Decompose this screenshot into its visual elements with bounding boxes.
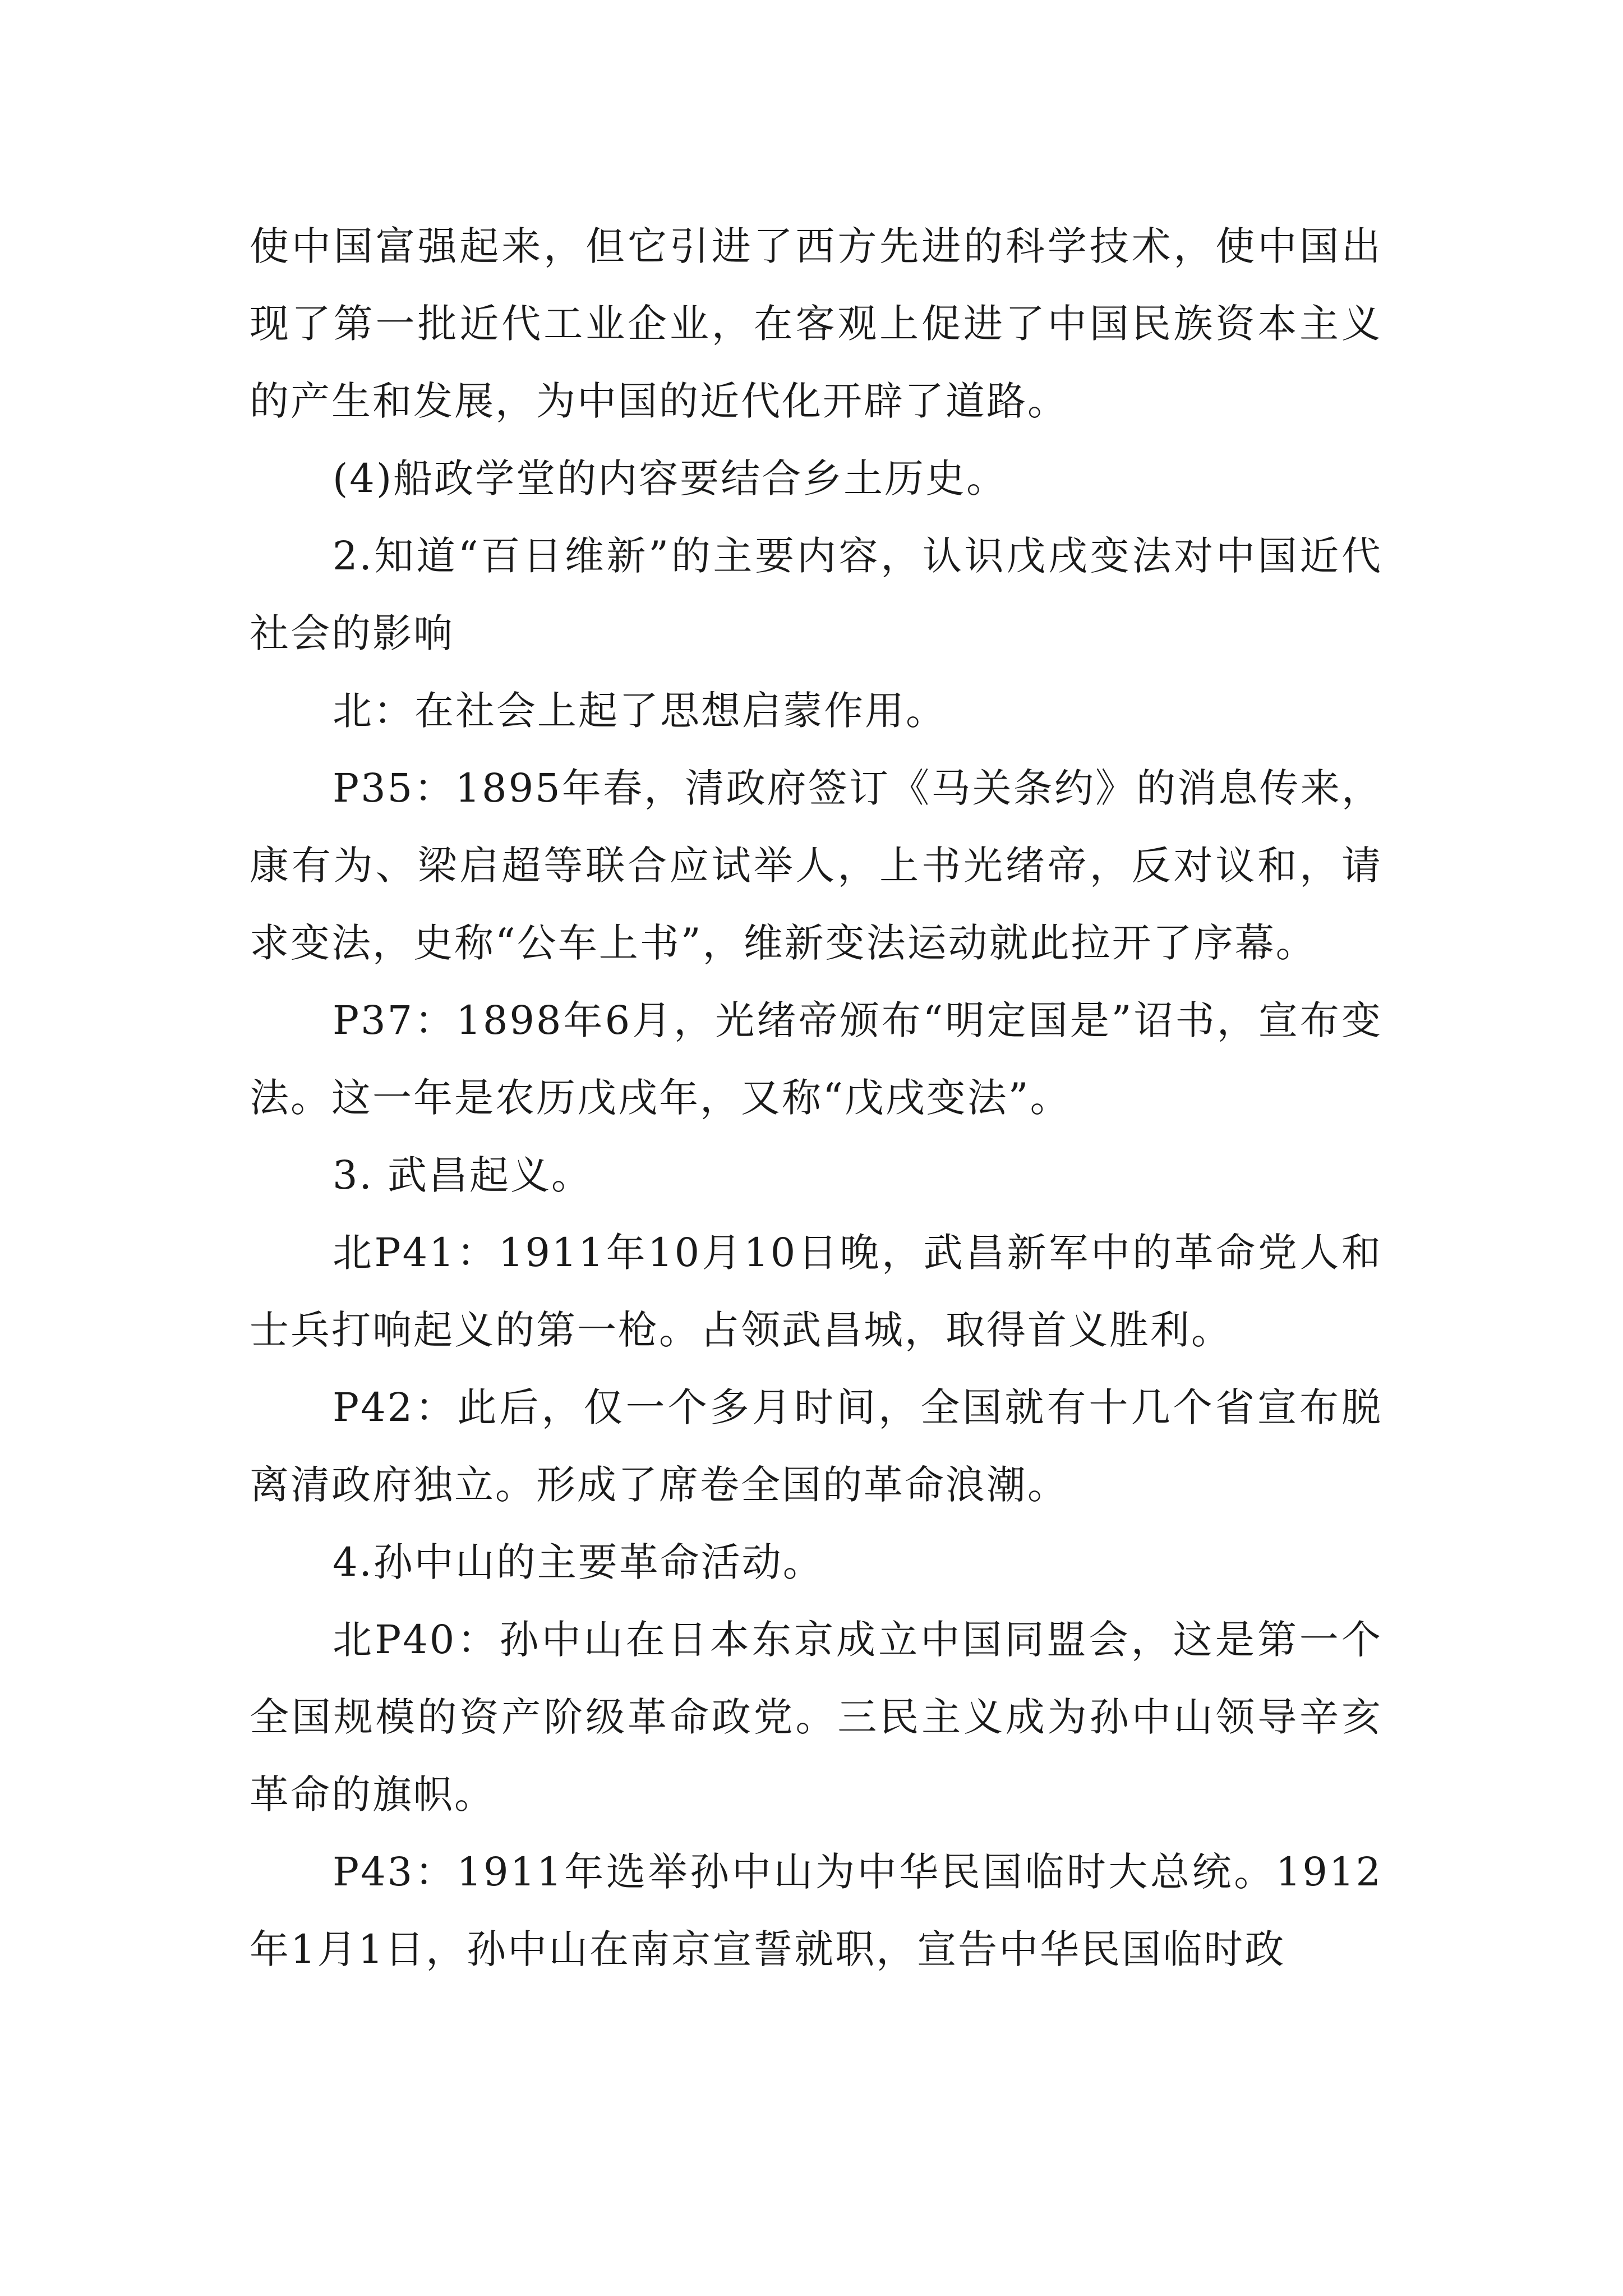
paragraph-12: P43：1911年选举孙中山为中华民国临时大总统。1912年1月1日，孙中山在南京宣誓就职，宣告中华民国临时政 <box>250 1849 1382 1972</box>
paragraph-9: P42：此后，仅一个多月时间，全国就有十几个省宣布脱离清政府独立。形成了席卷全国的革命浪潮。 <box>250 1384 1382 1508</box>
document-body <box>250 208 1382 1988</box>
paragraph-11: 北P40：孙中山在日本东京成立中国同盟会，这是第一个全国规模的资产阶级革命政党。三民主义成为孙中山领导辛亥革命的旗帜。 <box>250 1617 1382 1818</box>
paragraph-10: 4.孙中山的主要革命活动。 <box>333 1539 824 1585</box>
paragraph-8: 北P41：1911年10月10日晚，武昌新军中的革命党人和士兵打响起义的第一枪。占领武昌城，取得首义胜利。 <box>250 1230 1382 1353</box>
paragraph-1: 使中国富强起来，但它引进了西方先进的科学技术，使中国出现了第一批近代工业企业，在客观上促进了中国民族资本主义的产生和发展，为中国的近代化开辟了道路。 <box>250 223 1382 424</box>
paragraph-5: P35：1895年春，清政府签订《马关条约》的消息传来，康有为、梁启超等联合应试举人，上书光绪帝，反对议和，请求变法，史称“公车上书”，维新变法运动就此拉开了序幕。 <box>250 765 1382 966</box>
paragraph-7: 3. 武昌起义。 <box>333 1152 593 1198</box>
paragraph-2: (4)船政学堂的内容要结合乡土历史。 <box>333 455 1008 501</box>
paragraph-6: P37：1898年6月，光绪帝颁布“明定国是”诏书，宣布变法。这一年是农历戊戌年，又称“戊戌变法”。 <box>250 997 1382 1121</box>
paragraph-3: 2.知道“百日维新”的主要内容，认识戊戌变法对中国近代社会的影响 <box>250 533 1382 656</box>
paragraph-4: 北：在社会上起了思想启蒙作用。 <box>333 688 947 734</box>
